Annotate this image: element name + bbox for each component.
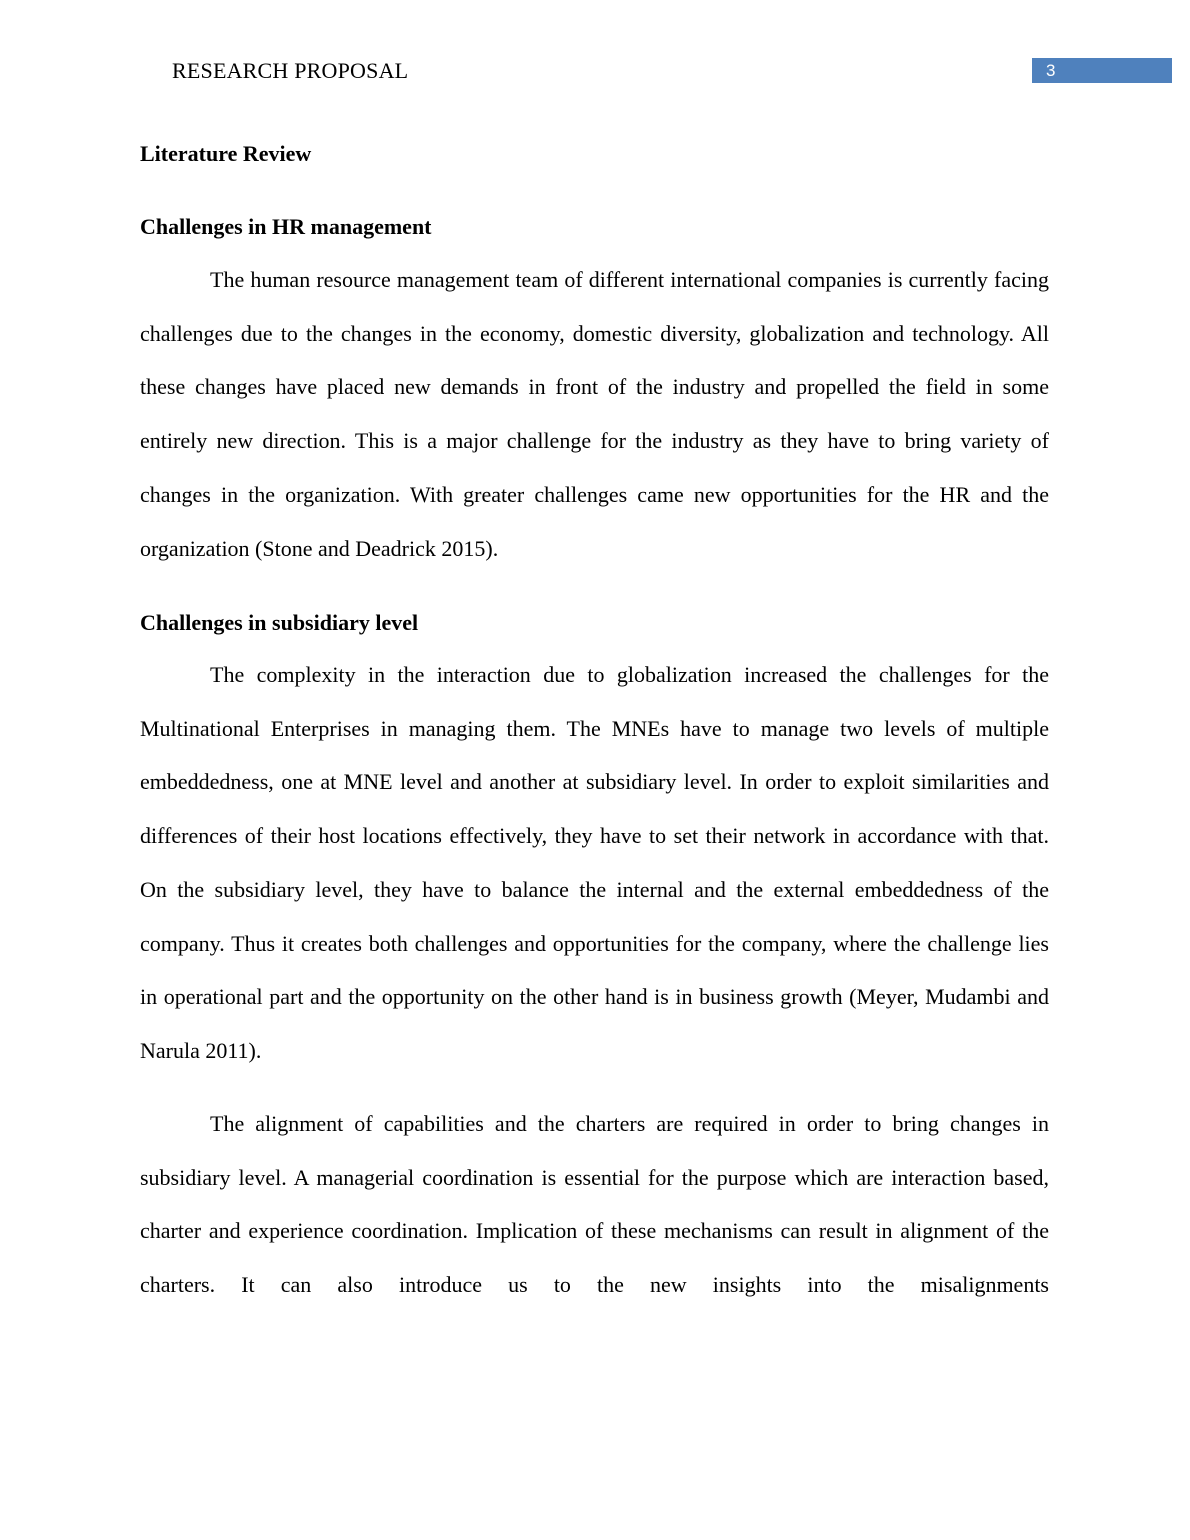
subsection-heading-subsidiary: Challenges in subsidiary level — [140, 610, 419, 635]
paragraph-hr-challenges: The human resource management team of different international companies is currently facing challenges due to the changes in the economy, domestic diversity, globalization and technology. All these changes have placed new demands in front of the industry and propelled the field in some entirely new direction. This is a major challenge for the industry as they have to bring variety of changes in the organization. With greater challenges came new opportunities for the HR and the organization (Stone and Deadrick 2015). — [140, 267, 1049, 561]
page-number-badge: 3 — [1032, 58, 1172, 83]
header-title: RESEARCH PROPOSAL — [172, 58, 409, 83]
subsection-heading-hr: Challenges in HR management — [140, 214, 432, 239]
paragraph-subsidiary-complexity: The complexity in the interaction due to globalization increased the challenges for the Multinational Enterprises in managing them. The MNEs have to manage two levels of multiple embeddedness, one at MNE level and another at subsidiary level. In order to exploit similarities and differences of their host locations effectively, they have to set their network in accordance with that. On the subsidiary level, they have to balance the internal and the external embeddedness of the company. Thus it creates both challenges and opportunities for the company, where the challenge lies in operational part and the opportunity on the other hand is in business growth (Meyer, Mudambi and Narula 2011). — [140, 662, 1049, 1063]
paragraph-charter-alignment: The alignment of capabilities and the charters are required in order to bring changes in subsidiary level. A managerial coordination is essential for the purpose which are interaction based, charter and experience coordination. Implication of these mechanisms can result in alignment of the charters. It can also introduce us to the new insights into the misalignments — [140, 1111, 1049, 1298]
section-heading: Literature Review — [140, 141, 312, 166]
